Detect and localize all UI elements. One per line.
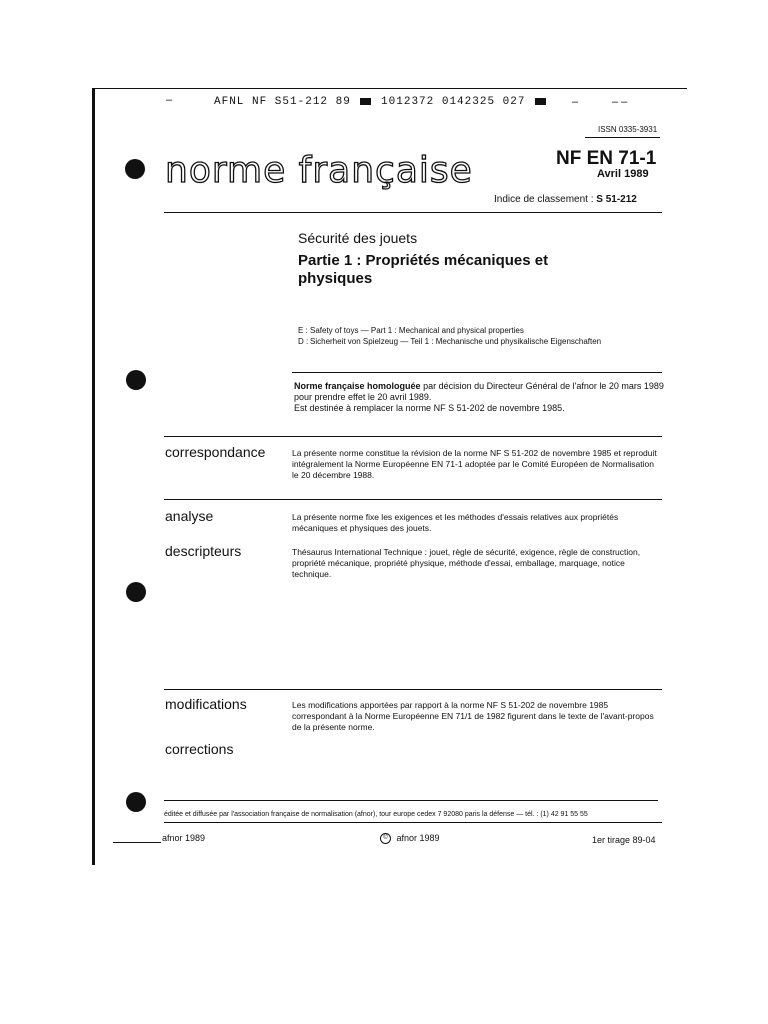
classification-index bbox=[494, 194, 637, 205]
lang-code: D : bbox=[298, 337, 309, 346]
analyse-text: La présente norme fixe les exigences et les méthodes d'essais relatives aux propriétés mécaniques et physiques des jouets. bbox=[292, 512, 619, 533]
translation-de bbox=[298, 336, 658, 347]
lang-code: E : bbox=[298, 326, 308, 335]
translation-text: Safety of toys — Part 1 : Mechanical and physical properties bbox=[310, 326, 524, 335]
header-dash-right: – bbox=[572, 96, 579, 108]
standard-reference: NF EN 71-1 bbox=[556, 148, 657, 169]
header-dash-left: – bbox=[166, 94, 173, 106]
title-rule bbox=[164, 212, 662, 213]
code-block-mark bbox=[360, 98, 371, 105]
descripteurs-text: Thésaurus International Technique : jouet, règle de sécurité, exigence, règle de construction, propriété mécanique, propriété physique, méthode d'essai, emballage, marquage, notice technique. bbox=[292, 547, 641, 579]
homologation-lead: Norme française homologuée bbox=[294, 381, 421, 391]
descripteurs-label: descripteurs bbox=[165, 543, 242, 559]
catalog-code-2: 1012372 0142325 027 bbox=[381, 96, 526, 108]
catalog-code: AFNL NF S51-212 89 bbox=[214, 96, 351, 108]
corrections-label: corrections bbox=[165, 741, 234, 757]
translation-text: Sicherheit von Spielzeug — Teil 1 : Mechanische und physikalische Eigenschaften bbox=[310, 337, 602, 346]
correspondance-label: correspondance bbox=[165, 444, 266, 460]
issn: ISSN 0335-3931 bbox=[598, 125, 658, 134]
translations bbox=[298, 325, 658, 347]
header-dash-far-right: – – bbox=[612, 96, 628, 108]
norme-francaise-title: norme française bbox=[165, 150, 473, 191]
modifications-text: Les modifications apportées par rapport à la norme NF S 51-202 de novembre 1985 correspondant à la Norme Européenne EN 71/1 de 1982 figurent dans le texte de l'avant-propos de la présente norme. bbox=[292, 700, 654, 732]
homologation-notice bbox=[294, 381, 664, 414]
top-rule bbox=[93, 88, 687, 89]
publisher-line: éditée et diffusée par l'association française de normalisation (afnor), tour europe cedex 7 92080 paris la défense — tél. : (1) 42 91 55 55 bbox=[164, 811, 588, 818]
homologation-rule bbox=[164, 436, 662, 437]
footer-center bbox=[380, 833, 440, 844]
binding-edge-line bbox=[92, 88, 95, 865]
footer-rule bbox=[164, 800, 658, 801]
punch-hole-3 bbox=[126, 582, 146, 602]
footer-left: afnor 1989 bbox=[162, 833, 206, 843]
indice-value: S 51-212 bbox=[596, 194, 637, 205]
issn-rule bbox=[585, 137, 660, 138]
subject-rule bbox=[292, 372, 662, 373]
correspondance-text: La présente norme constitue la révision de la norme NF S 51-202 de novembre 1985 et reproduit intégralement la Norme Européenne EN 71-1 adoptée par le Comité Européen de Normalisation le 20 décembre 1988. bbox=[292, 448, 657, 480]
footer-center-text: afnor 1989 bbox=[396, 833, 440, 843]
modifications-label: modifications bbox=[165, 696, 247, 712]
homologation-text: par décision du Directeur Général de l'afnor le 20 mars 1989 pour prendre effet le 20 avril 1989. bbox=[294, 381, 664, 402]
subject-title: Sécurité des jouets bbox=[298, 230, 418, 246]
code-block-mark bbox=[535, 98, 546, 105]
footer-right: 1er tirage 89-04 bbox=[592, 835, 656, 845]
left-margin-rule bbox=[113, 842, 161, 843]
translation-en bbox=[298, 325, 658, 336]
punch-hole-2 bbox=[126, 370, 146, 390]
catalog-code-line bbox=[214, 96, 548, 108]
punch-hole-4 bbox=[126, 792, 146, 812]
descripteurs-rule bbox=[164, 689, 662, 690]
correspondance-rule bbox=[164, 499, 662, 500]
punch-hole-1 bbox=[125, 159, 145, 179]
publication-date: Avril 1989 bbox=[597, 168, 649, 180]
indice-label: Indice de classement : bbox=[494, 194, 594, 205]
analyse-label: analyse bbox=[165, 508, 214, 524]
publisher-rule bbox=[164, 822, 662, 823]
part-title: Partie 1 : Propriétés mécaniques et physiques bbox=[298, 252, 549, 287]
copyright-icon: © bbox=[380, 833, 391, 844]
replacement-text: Est destinée à remplacer la norme NF S 51-202 de novembre 1985. bbox=[294, 403, 565, 413]
